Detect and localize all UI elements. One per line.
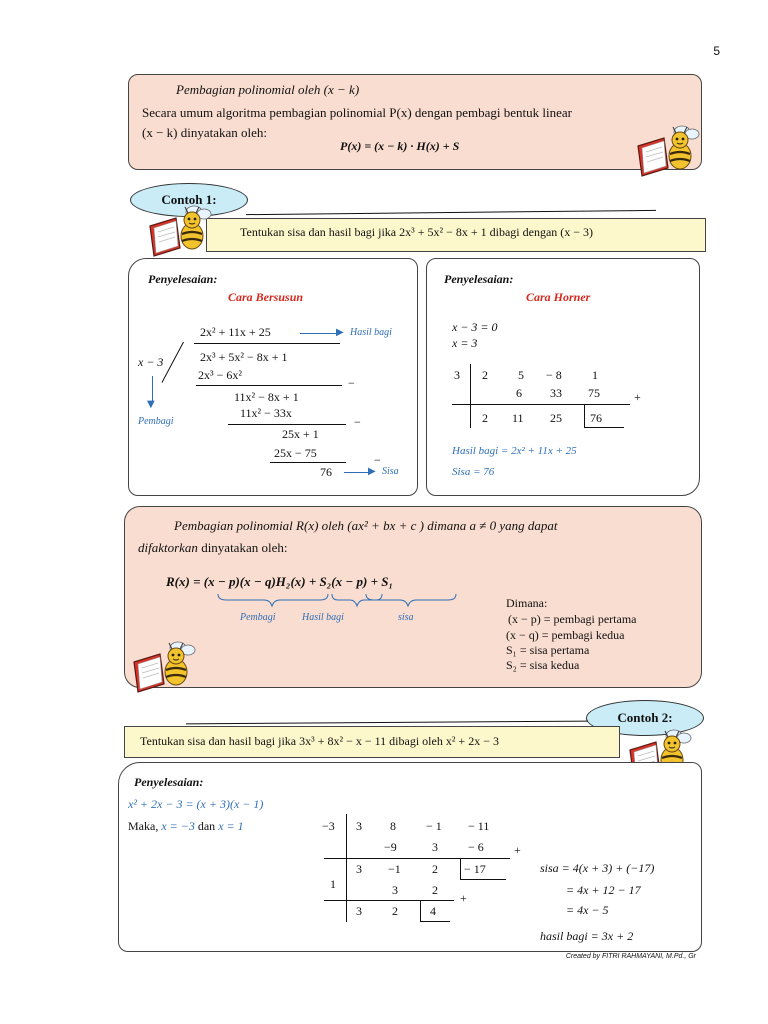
pembagi-label: Pembagi <box>138 416 174 427</box>
horner2-r1-c3: − 1 <box>426 819 442 833</box>
division-bar <box>194 343 340 344</box>
box2-line2 <box>138 540 287 556</box>
plus-sign: + <box>514 843 521 857</box>
horner2-r5-c1: 3 <box>356 904 362 918</box>
arrow-head: ▶ <box>368 466 376 477</box>
horner-horizontal <box>452 404 630 405</box>
credit-text: Created by FITRI RAHMAYANI, M.Pd., Gr <box>565 953 696 960</box>
brace-pembagi-label: Pembagi <box>240 612 276 623</box>
remainder-box-bottom <box>584 427 624 428</box>
horner2-r4-c2: 3 <box>392 883 398 897</box>
remainder-box-left <box>584 404 585 428</box>
horner2-r3-c2: −1 <box>388 862 401 876</box>
horner-r3-c4: 76 <box>590 411 602 425</box>
box2-line1: Pembagian polinomial R(x) oleh (ax² + bx + c ) dimana a ≠ 0 yang dapat <box>174 518 558 533</box>
root-2: x = 1 <box>218 819 244 833</box>
horner-r1-c1: 2 <box>482 368 488 382</box>
brace-hasil-label: Hasil bagi <box>302 612 344 623</box>
solusi2-factor: x² + 2x − 3 = (x + 3)(x − 1) <box>128 797 264 811</box>
horner2-r4-c3: 2 <box>432 883 438 897</box>
root-1: x = −3 <box>161 819 195 833</box>
sisa-expression-2: = 4x + 12 − 17 <box>566 883 641 897</box>
horner2-r3-c1: 3 <box>356 862 362 876</box>
horner2-r2-c2: −9 <box>384 840 397 854</box>
sisa-expression-1: sisa = 4(x + 3) + (−17) <box>540 861 655 875</box>
bersusun-method: Cara Bersusun <box>228 290 304 304</box>
horner-eq2: x = 3 <box>452 336 478 350</box>
bersusun-heading: Penyelesaian: <box>148 272 218 286</box>
bee-book-mascot <box>146 204 212 260</box>
horner-r3-c2: 11 <box>512 411 524 425</box>
bersusun-divisor: x − 3 <box>138 355 164 369</box>
bersusun-step2: 11x² − 8x + 1 <box>234 390 299 404</box>
remainder-box-bottom <box>460 879 506 880</box>
bee-book-mascot <box>634 124 700 180</box>
bersusun-quotient: 2x² + 11x + 25 <box>200 325 271 339</box>
horner-r1-c3: − 8 <box>546 368 562 382</box>
remainder-box-left <box>460 858 461 880</box>
horner-eq1: x − 3 = 0 <box>452 320 498 334</box>
horner-r1-c4: 1 <box>592 368 598 382</box>
horner2-line-1 <box>324 858 510 859</box>
maka-text: Maka, <box>128 819 162 833</box>
bee-book-mascot <box>130 640 196 696</box>
arrow-head: ▶ <box>336 327 344 338</box>
horner2-r3-c4: − 17 <box>464 862 486 876</box>
bersusun-step3: 11x² − 33x <box>240 406 292 420</box>
sub-line-2 <box>228 424 346 425</box>
horner-heading: Penyelesaian: <box>444 272 514 286</box>
box2-formula: R(x) = (x − p)(x − q)H₂(x) + S₂(x − p) + S₁ <box>166 574 393 589</box>
quotient-arrow <box>300 333 340 334</box>
horner-r3-c3: 25 <box>550 411 562 425</box>
sub-line-1 <box>196 385 342 386</box>
arrow-head: ▼ <box>147 399 155 410</box>
sisa-expression-3: = 4x − 5 <box>566 903 609 917</box>
horner2-line-2 <box>324 900 454 901</box>
box2-line2-rest: dinyatakan oleh: <box>197 540 288 555</box>
remainder-box-bottom <box>420 921 450 922</box>
horner2-r5-c3: 4 <box>430 904 436 918</box>
sub-line-3 <box>270 462 346 463</box>
horner-r2-c3: 33 <box>550 386 562 400</box>
bersusun-step4: 25x + 1 <box>282 427 319 441</box>
bersusun-step5: 25x − 75 <box>274 446 317 460</box>
solusi2-maka <box>128 819 244 834</box>
horner2-k1: −3 <box>322 819 335 833</box>
callout-line <box>246 210 656 215</box>
bersusun-remainder: 76 <box>320 465 332 479</box>
horner-r2-c2: 6 <box>516 386 522 400</box>
horner-hasil: Hasil bagi = 2x² + 11x + 25 <box>452 445 577 457</box>
horner-k: 3 <box>454 368 460 382</box>
box1-line1: Secara umum algoritma pembagian polinomial P(x) dengan pembagi bentuk linear <box>142 105 572 120</box>
contoh2-question: Tentukan sisa dan hasil bagi jika 3x³ + 8x² − x − 11 dibagi oleh x² + 2x − 3 <box>140 734 499 748</box>
horner2-vertical <box>346 814 347 922</box>
horner-r1-c2: 5 <box>518 368 524 382</box>
bersusun-dividend: 2x³ + 5x² − 8x + 1 <box>200 350 288 364</box>
minus-sign: − <box>348 376 355 390</box>
box1-title: Pembagian polinomial oleh (x − k) <box>176 82 360 97</box>
def-pembagi-pertama: (x − p) = pembagi pertama <box>508 612 637 626</box>
horner2-r1-c1: 3 <box>356 819 362 833</box>
horner2-r1-c4: − 11 <box>468 819 490 833</box>
horner-sisa: Sisa = 76 <box>452 466 495 478</box>
horner2-r5-c2: 2 <box>392 904 398 918</box>
hasil-bagi-result: hasil bagi = 3x + 2 <box>540 929 634 943</box>
minus-sign: − <box>374 453 381 467</box>
horner2-r2-c3: 3 <box>432 840 438 854</box>
horner2-k2: 1 <box>330 877 336 891</box>
formula-braces <box>216 592 466 610</box>
horner-r2-c4: 75 <box>588 386 600 400</box>
dimana-label: Dimana: <box>506 596 548 610</box>
contoh1-label: Contoh 1: <box>161 192 217 207</box>
def-sisa-pertama: S₁ = sisa pertama <box>506 643 590 657</box>
plus-sign: + <box>634 390 641 404</box>
callout-line <box>186 721 588 725</box>
def-sisa-kedua: S₂ = sisa kedua <box>506 658 580 672</box>
horner2-r3-c3: 2 <box>432 862 438 876</box>
horner-vertical <box>470 364 471 428</box>
remainder-box-left <box>420 900 421 922</box>
horner2-r1-c2: 8 <box>390 819 396 833</box>
hasil-bagi-label: Hasil bagi <box>350 327 392 338</box>
dan-text: dan <box>194 819 219 833</box>
plus-sign: + <box>460 891 467 905</box>
horner-r3-c1: 2 <box>482 411 488 425</box>
bersusun-step1: 2x³ − 6x² <box>198 368 242 382</box>
contoh2-label: Contoh 2: <box>617 710 673 725</box>
horner-method: Cara Horner <box>526 290 591 304</box>
solusi2-heading: Penyelesaian: <box>134 775 204 789</box>
page-number: 5 <box>713 44 720 58</box>
box2-line2-italic: difaktorkan <box>138 540 198 555</box>
sisa-label: Sisa <box>382 466 399 477</box>
box1-formula: P(x) = (x − k) · H(x) + S <box>340 139 460 153</box>
def-pembagi-kedua: (x − q) = pembagi kedua <box>506 628 625 642</box>
contoh1-question: Tentukan sisa dan hasil bagi jika 2x³ + 5x² − 8x + 1 dibagi dengan (x − 3) <box>240 225 594 239</box>
box1-line2: (x − k) dinyatakan oleh: <box>142 125 268 140</box>
brace-sisa-label: sisa <box>398 612 414 623</box>
solution2-panel <box>118 762 702 952</box>
horner2-r2-c4: − 6 <box>468 840 484 854</box>
minus-sign: − <box>354 415 361 429</box>
